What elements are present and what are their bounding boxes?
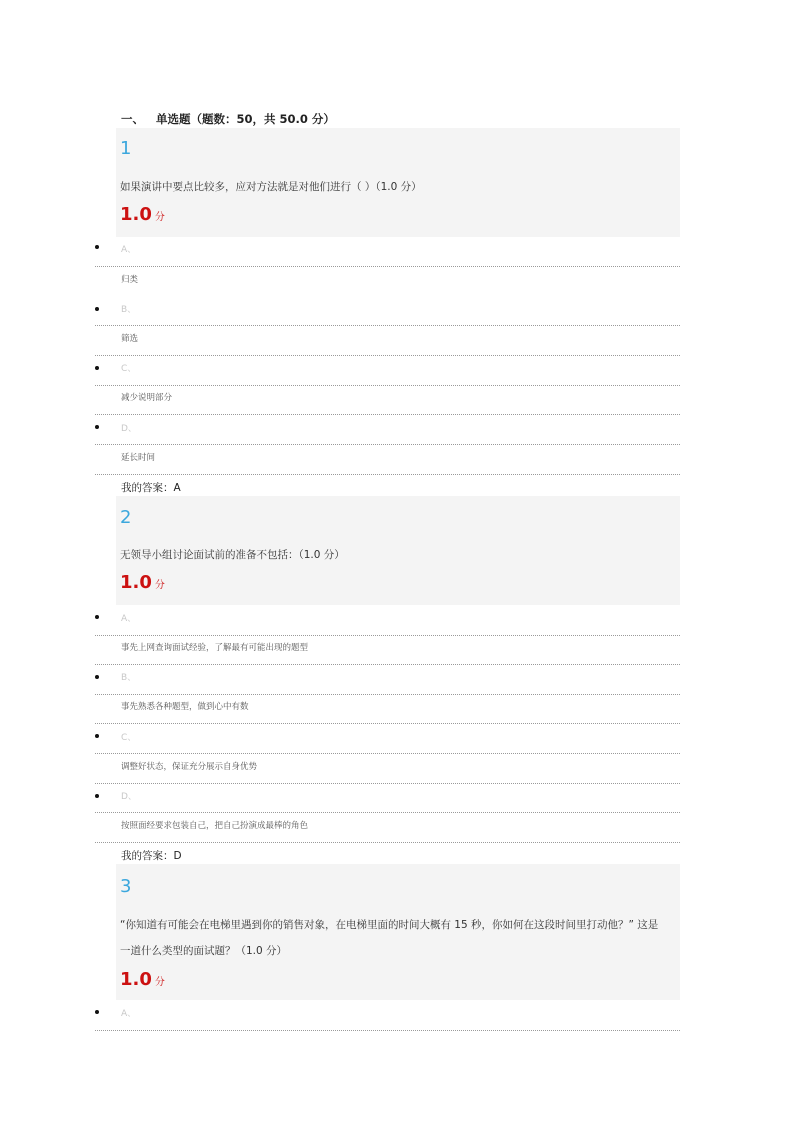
option-a-bullet[interactable] bbox=[95, 615, 99, 619]
option-d-text[interactable]: 按照面经要求包装自己，把自己扮演成最棒的角色 bbox=[121, 821, 309, 831]
my-answer: 我的答案：A bbox=[121, 482, 181, 494]
option-c-text[interactable]: 减少说明部分 bbox=[121, 393, 173, 403]
option-d-letter: D、 bbox=[121, 424, 137, 434]
option-a-letter: A、 bbox=[121, 1009, 137, 1019]
question-2-stem bbox=[116, 496, 680, 605]
question-1-stem bbox=[116, 128, 680, 237]
section-index: 一、 bbox=[121, 112, 144, 126]
divider bbox=[95, 783, 680, 784]
score-value: 1.0 bbox=[120, 204, 152, 225]
option-c-bullet[interactable] bbox=[95, 366, 99, 370]
option-c-bullet[interactable] bbox=[95, 734, 99, 738]
divider bbox=[95, 474, 680, 475]
question-number: 2 bbox=[120, 507, 132, 528]
question-text: 无领导小组讨论面试前的准备不包括：（1.0 分） bbox=[120, 549, 345, 561]
section-title-text: 单选题（题数：50，共 50.0 分） bbox=[156, 112, 335, 126]
score-unit: 分 bbox=[154, 977, 165, 988]
question-text-line-1: “你知道有可能会在电梯里遇到你的销售对象，在电梯里面的时间大概有 15 秒，你如何在这段时间里打动他？” 这是 bbox=[120, 919, 659, 931]
question-3-stem bbox=[116, 864, 680, 1000]
divider bbox=[95, 664, 680, 665]
option-b-letter: B、 bbox=[121, 305, 137, 315]
divider bbox=[95, 266, 680, 267]
option-c-text[interactable]: 调整好状态，保证充分展示自身优势 bbox=[121, 762, 258, 772]
option-a-letter: A、 bbox=[121, 614, 137, 624]
question-text-line-2: 一道什么类型的面试题？（1.0 分） bbox=[120, 945, 288, 957]
score-value: 1.0 bbox=[120, 969, 152, 990]
score-unit: 分 bbox=[154, 580, 165, 591]
option-a-letter: A、 bbox=[121, 245, 137, 255]
question-number: 3 bbox=[120, 876, 132, 897]
divider bbox=[95, 325, 680, 326]
option-a-text[interactable]: 事先上网查询面试经验，了解最有可能出现的题型 bbox=[121, 643, 309, 653]
question-text: 如果演讲中要点比较多，应对方法就是对他们进行（ ）（1.0 分） bbox=[120, 181, 422, 193]
section-title bbox=[121, 111, 335, 127]
divider bbox=[95, 812, 680, 813]
divider bbox=[95, 694, 680, 695]
question-number: 1 bbox=[120, 138, 132, 159]
option-a-text[interactable]: 归类 bbox=[121, 275, 139, 285]
option-b-bullet[interactable] bbox=[95, 307, 99, 311]
divider bbox=[95, 355, 680, 356]
divider bbox=[95, 385, 680, 386]
score-value: 1.0 bbox=[120, 572, 152, 593]
option-c-letter: C、 bbox=[121, 364, 137, 374]
option-d-letter: D、 bbox=[121, 792, 137, 802]
my-answer: 我的答案：D bbox=[121, 850, 182, 862]
option-b-bullet[interactable] bbox=[95, 675, 99, 679]
option-d-text[interactable]: 延长时间 bbox=[121, 453, 156, 463]
option-b-text[interactable]: 筛选 bbox=[121, 334, 139, 344]
divider bbox=[95, 444, 680, 445]
option-d-bullet[interactable] bbox=[95, 425, 99, 429]
question-score bbox=[120, 969, 165, 990]
divider bbox=[95, 842, 680, 843]
option-b-text[interactable]: 事先熟悉各种题型，做到心中有数 bbox=[121, 702, 249, 712]
option-d-bullet[interactable] bbox=[95, 794, 99, 798]
divider bbox=[95, 414, 680, 415]
option-c-letter: C、 bbox=[121, 733, 137, 743]
option-b-letter: B、 bbox=[121, 673, 137, 683]
option-a-bullet[interactable] bbox=[95, 1010, 99, 1014]
divider bbox=[95, 1030, 680, 1031]
question-score bbox=[120, 572, 165, 593]
option-a-bullet[interactable] bbox=[95, 245, 99, 249]
question-score bbox=[120, 204, 165, 225]
divider bbox=[95, 635, 680, 636]
divider bbox=[95, 723, 680, 724]
divider bbox=[95, 753, 680, 754]
score-unit: 分 bbox=[154, 212, 165, 223]
